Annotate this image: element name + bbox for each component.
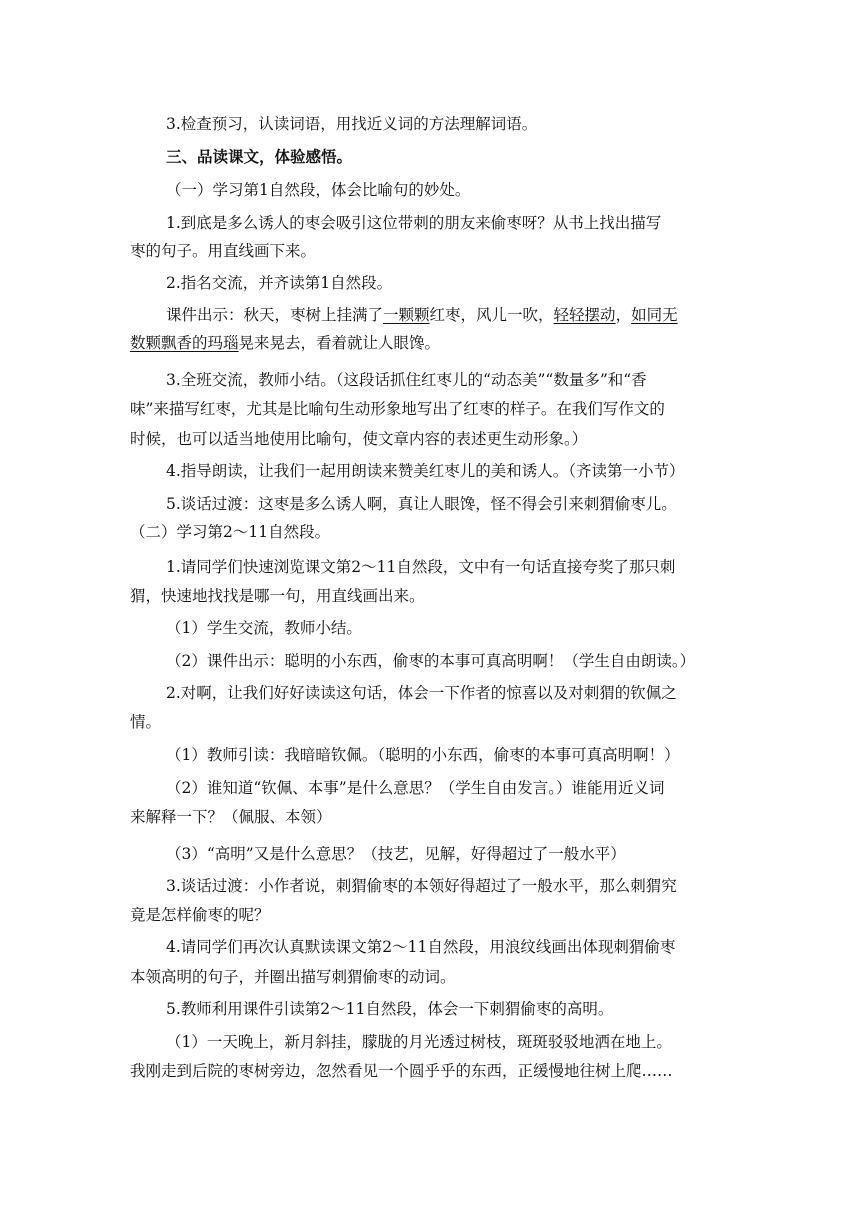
paragraph-line: 情。 [130, 713, 162, 731]
paragraph-line: 3.检查预习，认读词语，用找近义词的方法理解词语。 [166, 115, 538, 133]
paragraph-line: 3.谈话过渡：小作者说，刺猬偷枣的本领好得超过了一般水平，那么刺猬究 [166, 877, 677, 895]
paragraph-line: （3）“高明”又是什么意思？（技艺，见解，好得超过了一般水平） [166, 845, 626, 863]
paragraph-line: 5.谈话过渡：这枣是多么诱人啊，真让人眼馋，怪不得会引来刺猬偷枣儿。 [166, 495, 677, 513]
courseware-quote-line [130, 333, 440, 353]
paragraph-line: 2.对啊，让我们好好读读这句话，体会一下作者的惊喜以及对刺猬的钦佩之 [166, 684, 677, 702]
paragraph-line: 我刚走到后院的枣树旁边，忽然看见一个圆乎乎的东西，正缓慢地往树上爬…… [130, 1062, 673, 1080]
quote-text: ， [615, 306, 632, 324]
section-heading: 三、品读课文，体验感悟。 [166, 147, 353, 166]
paragraph-line: 本领高明的句子，并圈出描写刺猬偷枣的动词。 [130, 968, 456, 986]
underlined-phrase: 轻轻摆动 [553, 306, 616, 324]
paragraph-line: 猬，快速地找找是哪一句，用直线画出来。 [130, 587, 425, 605]
paragraph-line: 3.全班交流，教师小结。（这段话抓住红枣儿的“动态美”“数量多”和“香 [166, 371, 647, 389]
subsection-heading: （一）学习第1自然段，体会比喻句的妙处。 [166, 181, 471, 199]
paragraph-line: 4.请同学们再次认真默读课文第2～11自然段，用浪纹线画出体现刺猬偷枣 [166, 938, 676, 956]
paragraph-line: （2）谁知道“钦佩、本事”是什么意思？（学生自由发言。）谁能用近义词 [166, 779, 665, 797]
paragraph-line: 味”来描写红枣，尤其是比喻句生动形象地写出了红枣的样子。在我们写作文的 [130, 400, 665, 418]
paragraph-line: 枣的句子。用直线画下来。 [130, 242, 317, 260]
paragraph-line: （1）一天晚上，新月斜挂，朦胧的月光透过树枝，斑斑驳驳地洒在地上。 [166, 1033, 672, 1051]
quote-text: 红枣，风儿一吹， [429, 306, 554, 324]
paragraph-line: 4.指导朗读，让我们一起用朗读来赞美红枣儿的美和诱人。（齐读第一小节） [166, 462, 685, 480]
paragraph-line: 2.指名交流，并齐读第1自然段。 [166, 274, 393, 292]
courseware-quote-line [166, 305, 678, 325]
paragraph-line: （1）教师引读：我暗暗钦佩。（聪明的小东西，偷枣的本事可真高明啊！） [166, 746, 680, 764]
underlined-phrase: 数颗飘香的玛瑙 [130, 334, 239, 352]
quote-text: 课件出示：秋天，枣树上挂满了 [166, 306, 384, 324]
underlined-phrase: 如同无 [631, 306, 678, 324]
paragraph-line: （2）课件出示：聪明的小东西，偷枣的本事可真高明啊！（学生自由朗读。） [166, 652, 696, 670]
paragraph-line: 时候，也可以适当地使用比喻句，使文章内容的表述更生动形象。） [130, 430, 588, 448]
paragraph-line: 来解释一下？（佩服、本领） [130, 808, 332, 826]
paragraph-line: 1.到底是多么诱人的枣会吸引这位带刺的朋友来偷枣呀？从书上找出描写 [166, 214, 662, 232]
paragraph-line: （1）学生交流，教师小结。 [166, 619, 362, 637]
paragraph-line: 1.请同学们快速浏览课文第2～11自然段，文中有一句话直接夸奖了那只刺 [166, 558, 676, 576]
underlined-phrase: 一颗颗 [383, 306, 430, 324]
paragraph-line: 5.教师利用课件引读第2～11自然段，体会一下刺猬偷枣的高明。 [166, 1000, 614, 1018]
paragraph-line: 竟是怎样偷枣的呢？ [130, 906, 270, 924]
subsection-heading: （二）学习第2～11自然段。 [130, 523, 331, 541]
quote-text: 晃来晃去，看着就让人眼馋。 [238, 334, 441, 352]
